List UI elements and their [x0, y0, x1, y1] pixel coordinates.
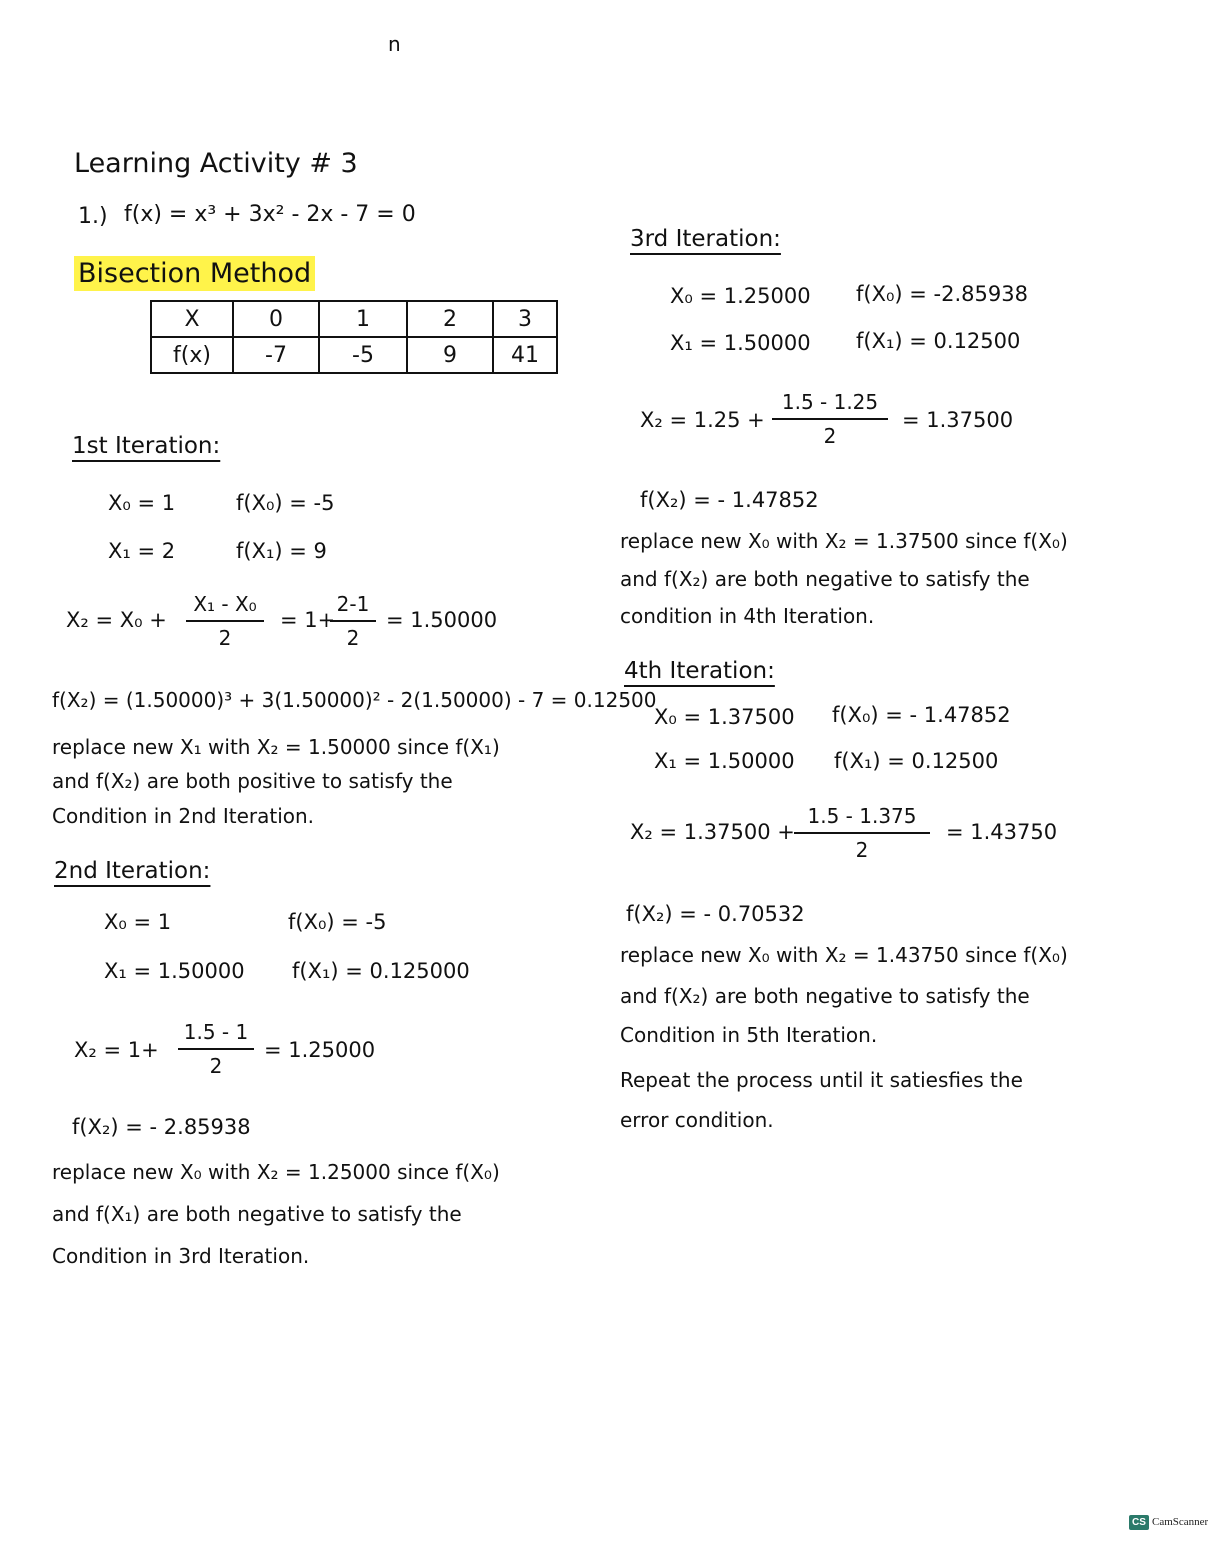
- method-name: Bisection Method: [74, 256, 315, 291]
- iter4-note-line-1: replace new X₀ with X₂ = 1.43750 since f(X₀): [620, 943, 1068, 967]
- iter2-x0: X₀ = 1: [104, 910, 172, 934]
- iter2-result: = 1.25000: [264, 1038, 376, 1062]
- fraction-numerator: 2-1: [336, 592, 370, 616]
- x-cell: 3: [493, 301, 557, 337]
- iter2-fx1: f(X₁) = 0.125000: [292, 959, 470, 983]
- iteration-2-heading: 2nd Iteration:: [54, 858, 211, 884]
- fraction-numerator: X₁ - X₀: [193, 592, 257, 616]
- iter3-note-line-2: and f(X₂) are both negative to satisfy the: [620, 567, 1030, 591]
- repeat-line-2: error condition.: [620, 1108, 774, 1132]
- iter3-x0: X₀ = 1.25000: [670, 284, 811, 308]
- iter1-note-line-1: replace new X₁ with X₂ = 1.50000 since f(X₁): [52, 735, 500, 759]
- iter1-fx0: f(X₀) = -5: [236, 491, 335, 515]
- fraction-denominator: 2: [823, 424, 837, 448]
- iter3-x2-lhs: X₂ = 1.25 +: [640, 408, 765, 432]
- x-cell: 0: [233, 301, 319, 337]
- iter3-fx2: f(X₂) = - 1.47852: [640, 488, 819, 512]
- fx-cell: -7: [233, 337, 319, 373]
- iter2-x1: X₁ = 1.50000: [104, 959, 245, 983]
- iter2-note-line-3: Condition in 3rd Iteration.: [52, 1244, 310, 1268]
- iter2-fraction: [178, 1022, 254, 1076]
- iter3-fx0: f(X₀) = -2.85938: [856, 282, 1028, 306]
- fraction-numerator: 1.5 - 1: [183, 1020, 249, 1044]
- fraction-denominator: 2: [209, 1054, 223, 1078]
- table-row: [151, 337, 557, 373]
- x-cell: 2: [407, 301, 493, 337]
- camscanner-logo: CS: [1129, 1515, 1149, 1530]
- iter4-x2-lhs: X₂ = 1.37500 +: [630, 820, 795, 844]
- camscanner-text: CamScanner: [1152, 1516, 1208, 1528]
- iter4-result: = 1.43750: [946, 820, 1058, 844]
- iter1-fx1: f(X₁) = 9: [236, 539, 327, 563]
- fx-cell: 9: [407, 337, 493, 373]
- iter3-note-line-1: replace new X₀ with X₂ = 1.37500 since f(X₀): [620, 529, 1068, 553]
- page-title: Learning Activity # 3: [74, 148, 358, 179]
- iter4-note-line-3: Condition in 5th Iteration.: [620, 1023, 878, 1047]
- iter2-note-line-1: replace new X₀ with X₂ = 1.25000 since f(X₀): [52, 1160, 500, 1184]
- iter3-x1: X₁ = 1.50000: [670, 331, 811, 355]
- fraction-denominator: 2: [218, 626, 232, 650]
- fraction-denominator: 2: [346, 626, 360, 650]
- iter4-fx1: f(X₁) = 0.12500: [834, 749, 999, 773]
- fraction-numerator: 1.5 - 1.375: [807, 804, 917, 828]
- fraction-bar: [186, 620, 264, 622]
- iter2-fx0: f(X₀) = -5: [288, 910, 387, 934]
- table-row: [151, 301, 557, 337]
- iter1-result: = 1.50000: [386, 608, 498, 632]
- fraction-bar: [330, 620, 376, 622]
- iter4-x1: X₁ = 1.50000: [654, 749, 795, 773]
- iteration-1-heading: 1st Iteration:: [72, 433, 221, 459]
- iter4-fx0: f(X₀) = - 1.47852: [832, 703, 1011, 727]
- iter3-note-line-3: condition in 4th Iteration.: [620, 604, 875, 628]
- iter2-x2-lhs: X₂ = 1+: [74, 1038, 159, 1062]
- fraction-numerator: 1.5 - 1.25: [781, 390, 879, 414]
- fraction-denominator: 2: [855, 838, 869, 862]
- iter1-equals-a: = 1+: [280, 608, 336, 632]
- iter2-fx2: f(X₂) = - 2.85938: [72, 1115, 251, 1139]
- function-equation: f(x) = x³ + 3x² - 2x - 7 = 0: [124, 202, 416, 227]
- iter1-fraction-2: [330, 594, 376, 648]
- iter2-note-line-2: and f(X₁) are both negative to satisfy the: [52, 1202, 462, 1226]
- fraction-bar: [772, 418, 888, 420]
- iter4-fx2: f(X₂) = - 0.70532: [626, 902, 805, 926]
- iter3-fx1: f(X₁) = 0.12500: [856, 329, 1021, 353]
- corner-mark: n: [388, 32, 401, 56]
- repeat-line-1: Repeat the process until it satiesfies the: [620, 1068, 1023, 1092]
- iter3-fraction: [772, 392, 888, 446]
- iter1-note-line-2: and f(X₂) are both positive to satisfy the: [52, 769, 453, 793]
- x-cell: 1: [319, 301, 407, 337]
- iteration-3-heading: 3rd Iteration:: [630, 226, 781, 252]
- iter1-note-line-3: Condition in 2nd Iteration.: [52, 804, 315, 828]
- iter1-fx2-line: f(X₂) = (1.50000)³ + 3(1.50000)² - 2(1.50000) - 7 = 0.12500: [52, 688, 657, 712]
- fx-cell: 41: [493, 337, 557, 373]
- iter1-fraction-1: [186, 594, 264, 648]
- fraction-bar: [794, 832, 930, 834]
- fraction-bar: [178, 1048, 254, 1050]
- iter1-x2-lhs: X₂ = X₀ +: [66, 608, 167, 632]
- fx-cell: -5: [319, 337, 407, 373]
- iter4-x0: X₀ = 1.37500: [654, 705, 795, 729]
- iter1-x0: X₀ = 1: [108, 491, 176, 515]
- iter4-note-line-2: and f(X₂) are both negative to satisfy the: [620, 984, 1030, 1008]
- iter3-result: = 1.37500: [902, 408, 1014, 432]
- iter1-x1: X₁ = 2: [108, 539, 176, 563]
- x-label-cell: X: [151, 301, 233, 337]
- fx-label-cell: f(x): [151, 337, 233, 373]
- problem-label: 1.): [78, 204, 108, 229]
- values-table: [150, 300, 558, 374]
- iteration-4-heading: 4th Iteration:: [624, 658, 775, 684]
- iter4-fraction: [794, 806, 930, 860]
